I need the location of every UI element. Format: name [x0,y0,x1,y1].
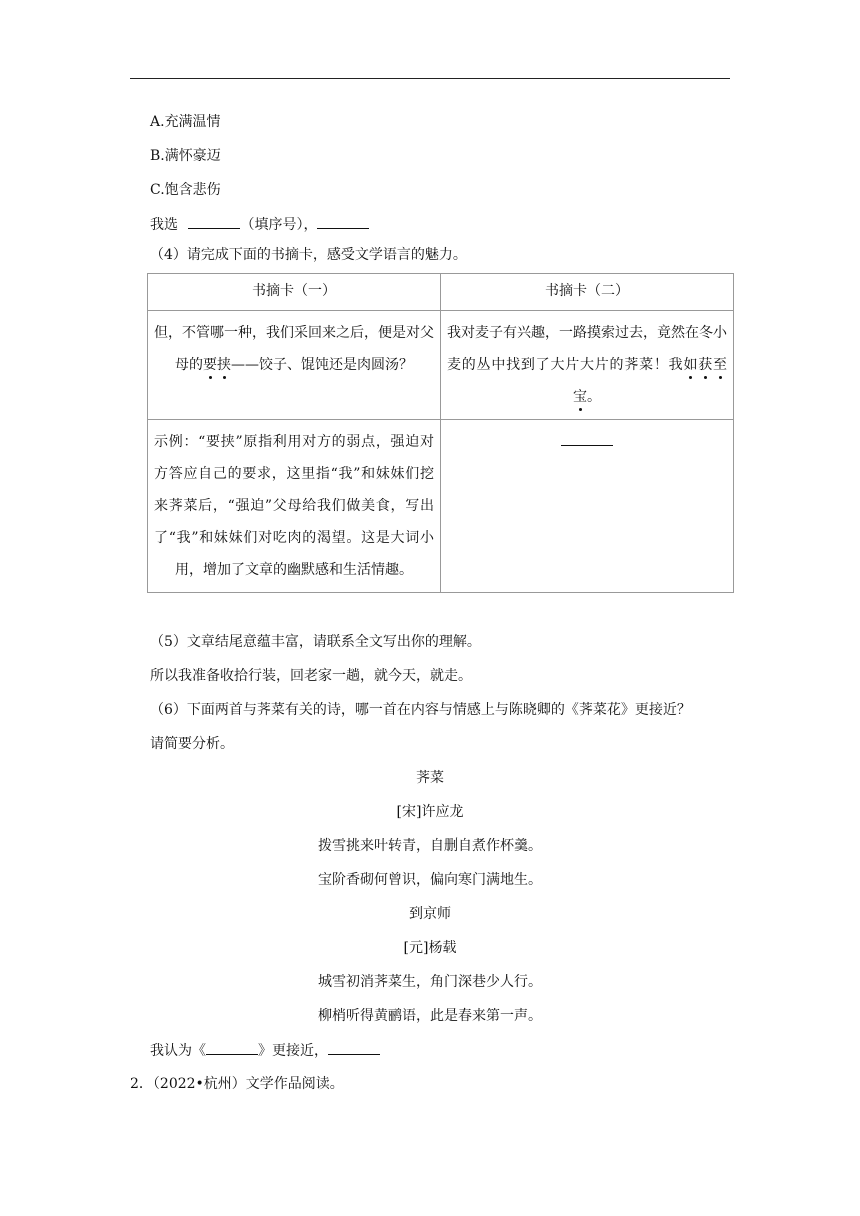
question-4: （4）请完成下面的书摘卡，感受文学语言的魅力。 [150,247,467,263]
answer-blank[interactable] [317,214,369,229]
question-6: （6）下面两首与荠菜有关的诗，哪一首在内容与情感上与陈晓卿的《荠菜花》更接近？ [150,702,691,718]
poem-1-title: 荠菜 [416,770,444,786]
option-c: C.饱含悲伤 [150,182,221,198]
analysis-blank[interactable] [328,1040,380,1055]
card-1-example: 示例：“要挟”原指利用对方的弱点，强迫对方答应自己的要求，这里指“我”和妹妹们挖来荠菜后，“强迫”父母给我们做美食，写出了“我”和妹妹们对吃肉的渴望。这是大词小用，增加了文章的幽默感和生活情趣。 [148,420,441,593]
card-answer-blank[interactable] [561,431,613,446]
question-6-cont: 请简要分析。 [150,736,234,752]
poem-2-title: 到京师 [409,906,451,922]
poem-1-line: 拨雪挑来叶转青，自删自煮作杯羹。 [318,838,542,854]
option-a: A.充满温情 [150,114,221,130]
poem-choice-blank[interactable] [206,1040,258,1055]
poem-2-line: 柳梢听得黄鹂语，此是春来第一声。 [318,1008,542,1024]
question-5-quote: 所以我准备收拾行装，回老家一趟，就今天，就走。 [150,668,472,684]
choose-line: 我选 （填序号）， [150,214,369,235]
card-2-answer [441,420,734,593]
excerpt-card-table [147,273,734,593]
answer-line: 我认为《 》更接近， [150,1040,380,1061]
poem-1-author: [宋]许应龙 [396,804,464,820]
card-1-quote: 但，不管哪一种，我们采回来之后，便是对父母的要挟——饺子、馄饨还是肉圆汤？ [148,311,441,420]
question-5: （5）文章结尾意蕴丰富，请联系全文写出你的理解。 [150,634,481,650]
question-2-heading: 2．（2022•杭州）文学作品阅读。 [130,1076,344,1092]
card-2-quote: 我对麦子有兴趣，一路摸索过去，竟然在冬小麦的丛中找到了大片大片的荠菜！我如获至宝。 [441,311,734,420]
header-rule [130,78,730,79]
poem-2-line: 城雪初消荠菜生，角门深巷少人行。 [318,974,542,990]
poem-1-line: 宝阶香砌何曾识，偏向寒门满地生。 [318,872,542,888]
answer-blank[interactable] [188,214,240,229]
poem-2-author: [元]杨载 [403,940,457,956]
card-2-header: 书摘卡（二） [441,274,734,311]
card-1-header: 书摘卡（一） [148,274,441,311]
option-b: B.满怀豪迈 [150,148,221,164]
